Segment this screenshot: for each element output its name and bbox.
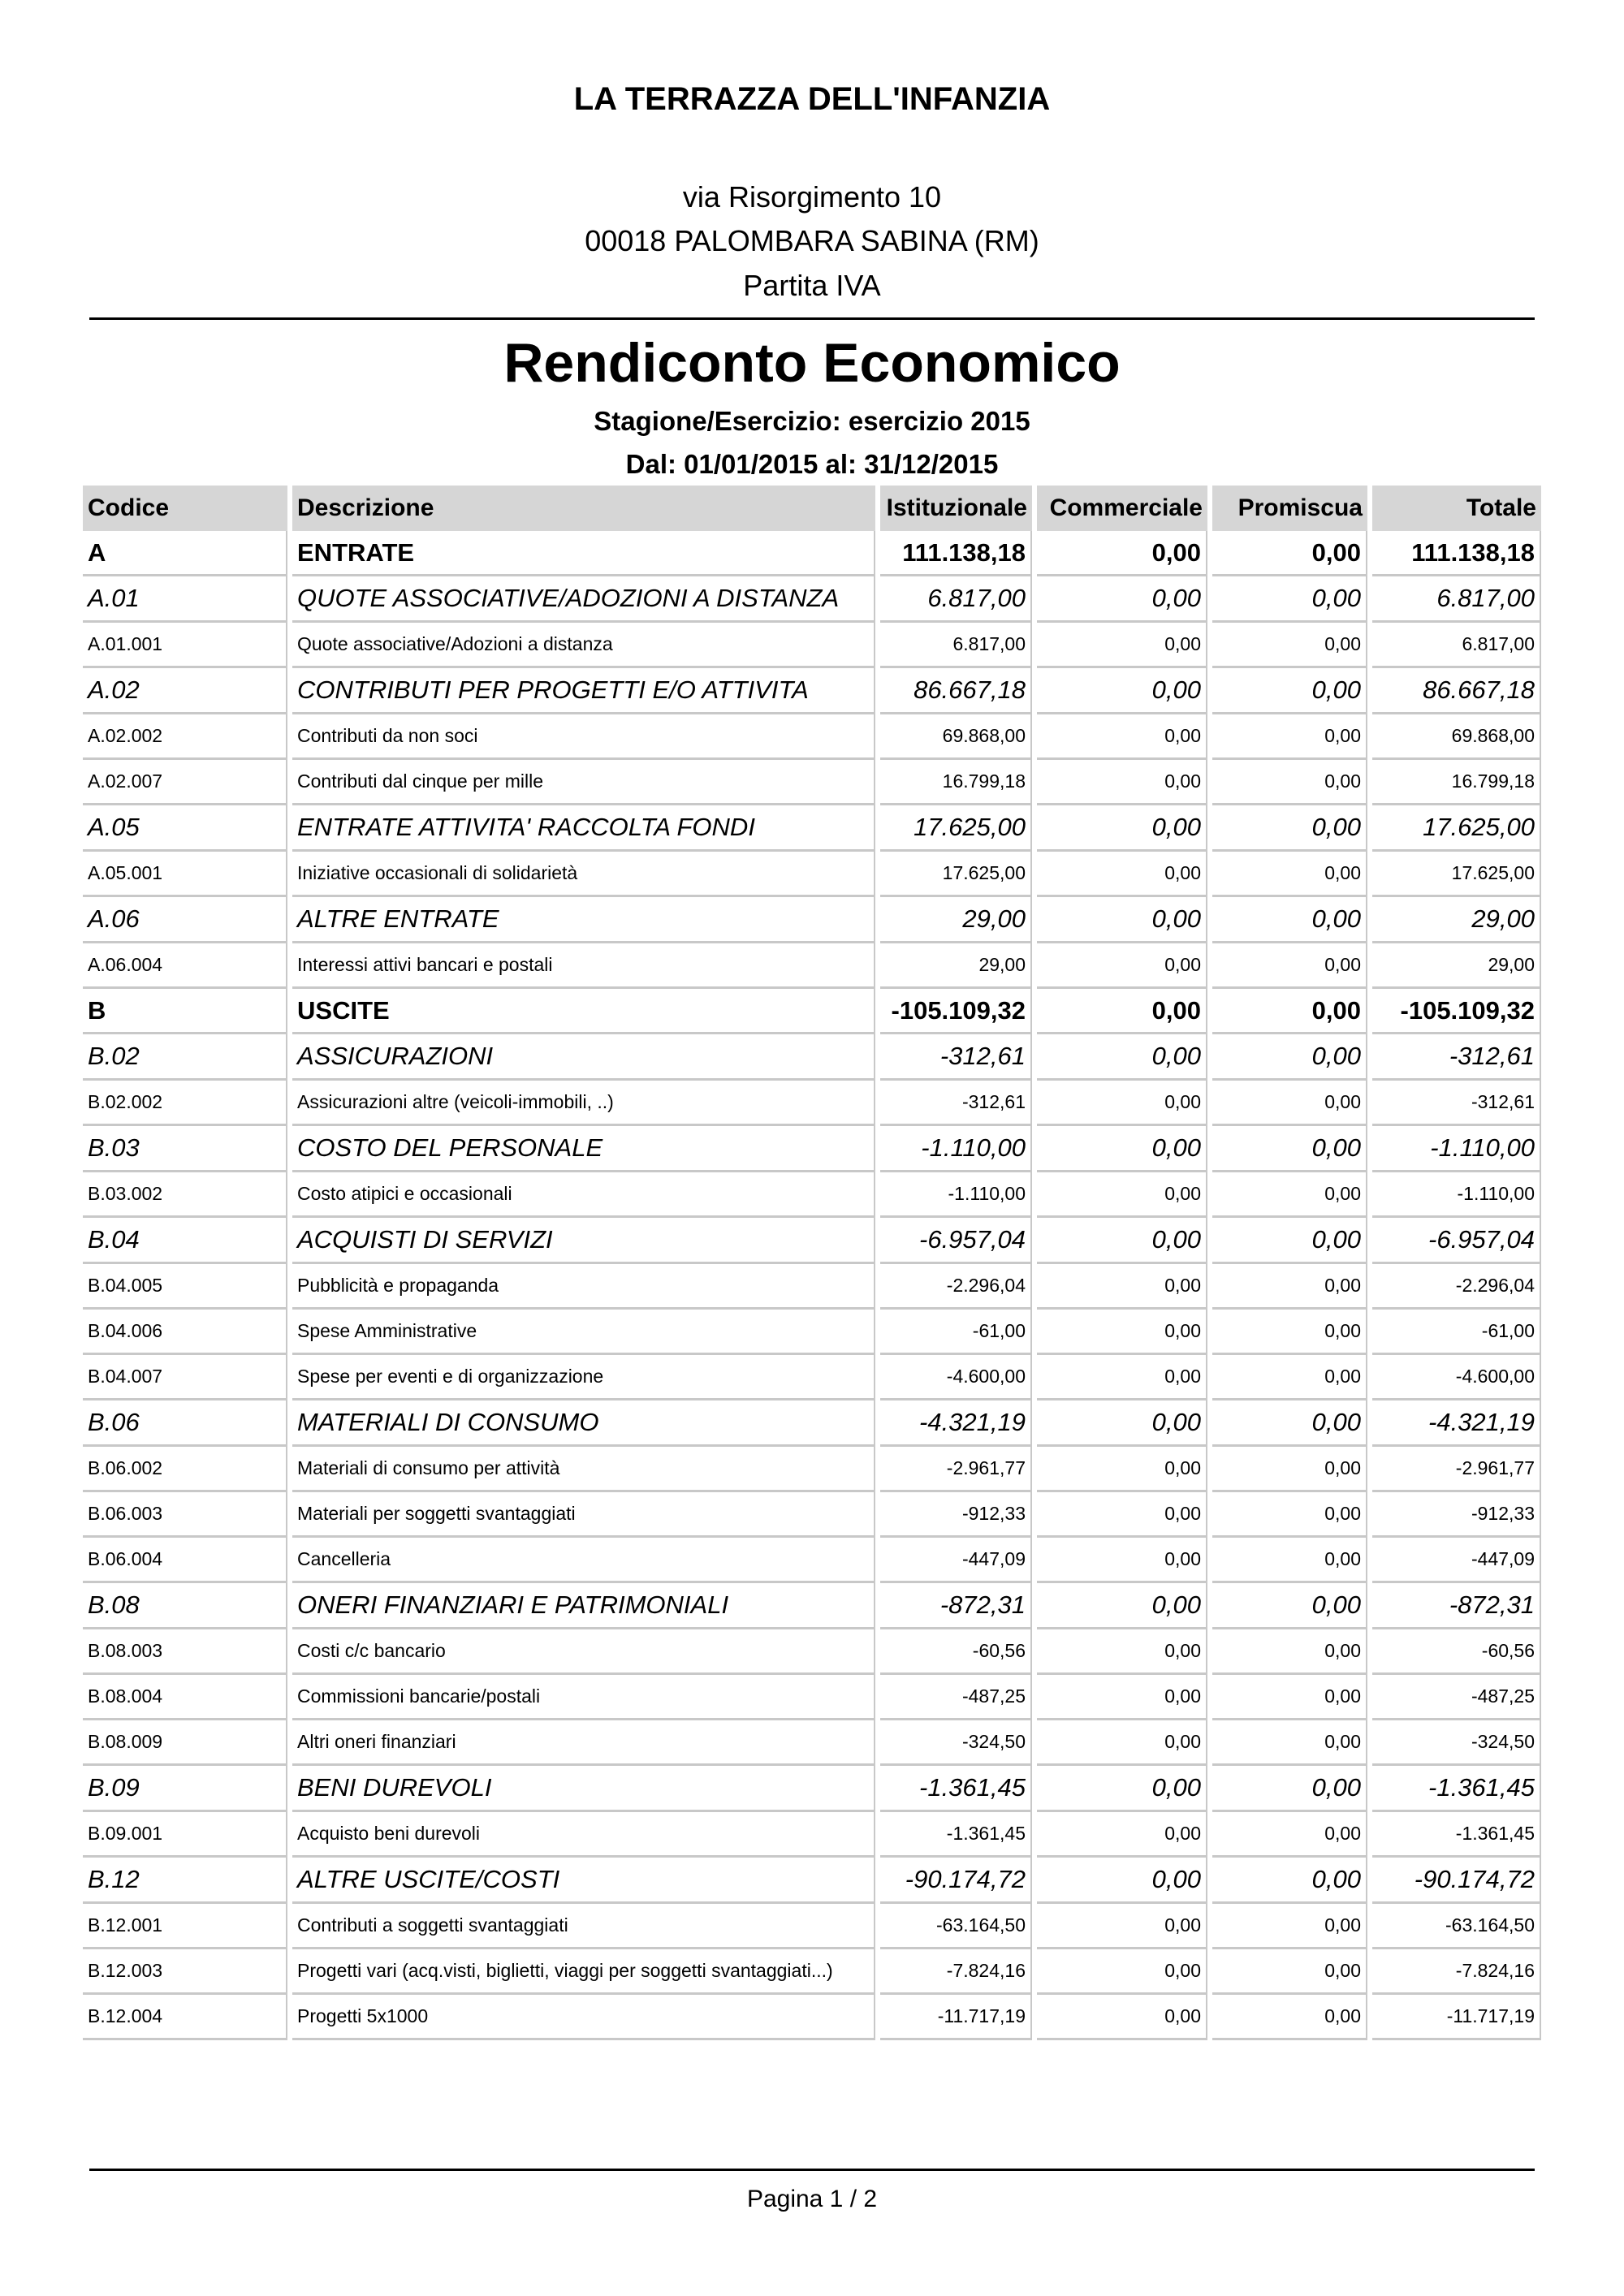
row-istituzionale: 6.817,00 bbox=[880, 576, 1032, 623]
table-row bbox=[83, 1400, 1541, 1447]
row-istituzionale: 29,00 bbox=[880, 897, 1032, 943]
row-description: Spese Amministrative bbox=[292, 1310, 875, 1355]
table-row bbox=[83, 623, 1541, 668]
row-description: Cancelleria bbox=[292, 1538, 875, 1583]
row-code: B.08.003 bbox=[83, 1629, 287, 1675]
row-totale: -7.824,16 bbox=[1372, 1949, 1541, 1995]
row-totale: -487,25 bbox=[1372, 1675, 1541, 1720]
row-code: B.02.002 bbox=[83, 1081, 287, 1126]
row-totale: 111.138,18 bbox=[1372, 531, 1541, 576]
vat-label: Partita IVA bbox=[743, 269, 881, 302]
table-row bbox=[83, 1492, 1541, 1538]
table-row bbox=[83, 1904, 1541, 1949]
row-commerciale: 0,00 bbox=[1037, 1310, 1207, 1355]
row-totale: -312,61 bbox=[1372, 1034, 1541, 1081]
row-promiscua: 0,00 bbox=[1212, 1629, 1367, 1675]
row-promiscua: 0,00 bbox=[1212, 1904, 1367, 1949]
row-totale: 6.817,00 bbox=[1372, 576, 1541, 623]
row-code: B.12 bbox=[83, 1858, 287, 1904]
row-code: A.01.001 bbox=[83, 623, 287, 668]
table-row bbox=[83, 989, 1541, 1034]
table-row bbox=[83, 1355, 1541, 1400]
row-totale: 86.667,18 bbox=[1372, 668, 1541, 714]
row-istituzionale: -2.961,77 bbox=[880, 1447, 1032, 1492]
row-description: Costo atipici e occasionali bbox=[292, 1172, 875, 1218]
row-commerciale: 0,00 bbox=[1037, 760, 1207, 805]
row-commerciale: 0,00 bbox=[1037, 1355, 1207, 1400]
row-promiscua: 0,00 bbox=[1212, 1126, 1367, 1172]
row-commerciale: 0,00 bbox=[1037, 1583, 1207, 1629]
page-number: Pagina 1 / 2 bbox=[746, 2186, 878, 2212]
row-istituzionale: -487,25 bbox=[880, 1675, 1032, 1720]
row-promiscua: 0,00 bbox=[1212, 1081, 1367, 1126]
table-row bbox=[83, 1447, 1541, 1492]
row-promiscua: 0,00 bbox=[1212, 1264, 1367, 1310]
row-code: B.09.001 bbox=[83, 1812, 287, 1858]
row-code: B bbox=[83, 989, 287, 1034]
table-row bbox=[83, 1126, 1541, 1172]
row-istituzionale: 69.868,00 bbox=[880, 714, 1032, 760]
table-row bbox=[83, 531, 1541, 576]
row-code: B.12.003 bbox=[83, 1949, 287, 1995]
row-istituzionale: -447,09 bbox=[880, 1538, 1032, 1583]
row-commerciale: 0,00 bbox=[1037, 576, 1207, 623]
row-commerciale: 0,00 bbox=[1037, 1264, 1207, 1310]
row-istituzionale: -11.717,19 bbox=[880, 1995, 1032, 2040]
header-divider bbox=[89, 317, 1535, 320]
row-description: Commissioni bancarie/postali bbox=[292, 1675, 875, 1720]
row-description: Assicurazioni altre (veicoli-immobili, ..) bbox=[292, 1081, 875, 1126]
row-commerciale: 0,00 bbox=[1037, 1995, 1207, 2040]
row-istituzionale: 6.817,00 bbox=[880, 623, 1032, 668]
table-row bbox=[83, 1812, 1541, 1858]
row-commerciale: 0,00 bbox=[1037, 1034, 1207, 1081]
row-istituzionale: 111.138,18 bbox=[880, 531, 1032, 576]
row-description: ENTRATE bbox=[292, 531, 875, 576]
row-description: Spese per eventi e di organizzazione bbox=[292, 1355, 875, 1400]
row-istituzionale: -6.957,04 bbox=[880, 1218, 1032, 1264]
row-commerciale: 0,00 bbox=[1037, 531, 1207, 576]
row-code: B.09 bbox=[83, 1766, 287, 1812]
row-description: ALTRE USCITE/COSTI bbox=[292, 1858, 875, 1904]
row-description: Progetti 5x1000 bbox=[292, 1995, 875, 2040]
report-season: Stagione/Esercizio: esercizio 2015 bbox=[594, 406, 1030, 436]
row-code: B.08.009 bbox=[83, 1720, 287, 1766]
address-street: via Risorgimento 10 bbox=[682, 180, 942, 214]
row-code: B.06.002 bbox=[83, 1447, 287, 1492]
row-promiscua: 0,00 bbox=[1212, 1492, 1367, 1538]
table-row bbox=[83, 1310, 1541, 1355]
table-row bbox=[83, 1583, 1541, 1629]
row-commerciale: 0,00 bbox=[1037, 714, 1207, 760]
row-code: B.04.007 bbox=[83, 1355, 287, 1400]
row-description: ALTRE ENTRATE bbox=[292, 897, 875, 943]
row-istituzionale: -1.361,45 bbox=[880, 1766, 1032, 1812]
col-header-istituzionale: Istituzionale bbox=[880, 486, 1032, 531]
row-totale: -447,09 bbox=[1372, 1538, 1541, 1583]
row-description: Materiali di consumo per attività bbox=[292, 1447, 875, 1492]
row-description: QUOTE ASSOCIATIVE/ADOZIONI A DISTANZA bbox=[292, 576, 875, 623]
row-promiscua: 0,00 bbox=[1212, 1172, 1367, 1218]
table-row bbox=[83, 576, 1541, 623]
row-description: Pubblicità e propaganda bbox=[292, 1264, 875, 1310]
row-description: Iniziative occasionali di solidarietà bbox=[292, 852, 875, 897]
row-istituzionale: -1.361,45 bbox=[880, 1812, 1032, 1858]
row-istituzionale: -4.321,19 bbox=[880, 1400, 1032, 1447]
row-promiscua: 0,00 bbox=[1212, 1400, 1367, 1447]
row-totale: -324,50 bbox=[1372, 1720, 1541, 1766]
row-totale: 16.799,18 bbox=[1372, 760, 1541, 805]
row-description: BENI DUREVOLI bbox=[292, 1766, 875, 1812]
report-period: Dal: 01/01/2015 al: 31/12/2015 bbox=[625, 449, 999, 479]
row-istituzionale: -63.164,50 bbox=[880, 1904, 1032, 1949]
row-totale: -1.361,45 bbox=[1372, 1766, 1541, 1812]
row-code: A.02.002 bbox=[83, 714, 287, 760]
organization-name: LA TERRAZZA DELL'INFANZIA bbox=[573, 81, 1051, 117]
table-row bbox=[83, 1172, 1541, 1218]
row-totale: -312,61 bbox=[1372, 1081, 1541, 1126]
row-code: B.12.001 bbox=[83, 1904, 287, 1949]
row-description: ONERI FINANZIARI E PATRIMONIALI bbox=[292, 1583, 875, 1629]
row-commerciale: 0,00 bbox=[1037, 1172, 1207, 1218]
row-istituzionale: -7.824,16 bbox=[880, 1949, 1032, 1995]
row-totale: -60,56 bbox=[1372, 1629, 1541, 1675]
row-totale: -90.174,72 bbox=[1372, 1858, 1541, 1904]
row-promiscua: 0,00 bbox=[1212, 1538, 1367, 1583]
table-row bbox=[83, 1949, 1541, 1995]
row-istituzionale: -61,00 bbox=[880, 1310, 1032, 1355]
row-code: B.06.003 bbox=[83, 1492, 287, 1538]
row-commerciale: 0,00 bbox=[1037, 1858, 1207, 1904]
row-istituzionale: -1.110,00 bbox=[880, 1172, 1032, 1218]
row-commerciale: 0,00 bbox=[1037, 989, 1207, 1034]
row-code: A.06.004 bbox=[83, 943, 287, 989]
table-row bbox=[83, 668, 1541, 714]
row-promiscua: 0,00 bbox=[1212, 531, 1367, 576]
row-totale: -11.717,19 bbox=[1372, 1995, 1541, 2040]
row-commerciale: 0,00 bbox=[1037, 1766, 1207, 1812]
table-row bbox=[83, 1218, 1541, 1264]
row-totale: 17.625,00 bbox=[1372, 852, 1541, 897]
footer-divider bbox=[89, 2169, 1535, 2171]
table-row bbox=[83, 1081, 1541, 1126]
table-row bbox=[83, 1034, 1541, 1081]
row-istituzionale: 86.667,18 bbox=[880, 668, 1032, 714]
table-row bbox=[83, 1766, 1541, 1812]
table-row bbox=[83, 1995, 1541, 2040]
row-promiscua: 0,00 bbox=[1212, 668, 1367, 714]
row-totale: -6.957,04 bbox=[1372, 1218, 1541, 1264]
row-totale: -63.164,50 bbox=[1372, 1904, 1541, 1949]
row-code: B.08.004 bbox=[83, 1675, 287, 1720]
row-description: Materiali per soggetti svantaggiati bbox=[292, 1492, 875, 1538]
row-istituzionale: 29,00 bbox=[880, 943, 1032, 989]
row-code: B.02 bbox=[83, 1034, 287, 1081]
table-row bbox=[83, 1538, 1541, 1583]
row-commerciale: 0,00 bbox=[1037, 1447, 1207, 1492]
table-row bbox=[83, 1858, 1541, 1904]
row-commerciale: 0,00 bbox=[1037, 1629, 1207, 1675]
row-commerciale: 0,00 bbox=[1037, 1812, 1207, 1858]
row-description: Acquisto beni durevoli bbox=[292, 1812, 875, 1858]
row-description: Quote associative/Adozioni a distanza bbox=[292, 623, 875, 668]
row-promiscua: 0,00 bbox=[1212, 1720, 1367, 1766]
row-totale: 69.868,00 bbox=[1372, 714, 1541, 760]
row-istituzionale: -4.600,00 bbox=[880, 1355, 1032, 1400]
row-totale: 6.817,00 bbox=[1372, 623, 1541, 668]
row-code: A.02.007 bbox=[83, 760, 287, 805]
row-code: B.06.004 bbox=[83, 1538, 287, 1583]
row-istituzionale: 17.625,00 bbox=[880, 852, 1032, 897]
row-description: ACQUISTI DI SERVIZI bbox=[292, 1218, 875, 1264]
row-totale: -1.361,45 bbox=[1372, 1812, 1541, 1858]
row-code: A.02 bbox=[83, 668, 287, 714]
table-row bbox=[83, 1629, 1541, 1675]
row-istituzionale: -912,33 bbox=[880, 1492, 1032, 1538]
row-commerciale: 0,00 bbox=[1037, 1126, 1207, 1172]
row-code: A.05 bbox=[83, 805, 287, 852]
row-code: B.04.006 bbox=[83, 1310, 287, 1355]
table-row bbox=[83, 805, 1541, 852]
row-code: A.05.001 bbox=[83, 852, 287, 897]
row-promiscua: 0,00 bbox=[1212, 714, 1367, 760]
row-code: A.01 bbox=[83, 576, 287, 623]
col-header-code: Codice bbox=[83, 486, 287, 531]
row-commerciale: 0,00 bbox=[1037, 897, 1207, 943]
row-totale: -4.321,19 bbox=[1372, 1400, 1541, 1447]
col-header-promiscua: Promiscua bbox=[1212, 486, 1367, 531]
row-description: ENTRATE ATTIVITA' RACCOLTA FONDI bbox=[292, 805, 875, 852]
table-row bbox=[83, 852, 1541, 897]
row-description: ASSICURAZIONI bbox=[292, 1034, 875, 1081]
col-header-description: Descrizione bbox=[292, 486, 875, 531]
row-totale: 17.625,00 bbox=[1372, 805, 1541, 852]
row-promiscua: 0,00 bbox=[1212, 1858, 1367, 1904]
row-istituzionale: -105.109,32 bbox=[880, 989, 1032, 1034]
col-header-totale: Totale bbox=[1372, 486, 1541, 531]
row-promiscua: 0,00 bbox=[1212, 943, 1367, 989]
row-promiscua: 0,00 bbox=[1212, 1034, 1367, 1081]
row-code: B.12.004 bbox=[83, 1995, 287, 2040]
row-commerciale: 0,00 bbox=[1037, 1218, 1207, 1264]
report-title: Rendiconto Economico bbox=[503, 332, 1121, 394]
row-code: B.04 bbox=[83, 1218, 287, 1264]
table-row bbox=[83, 1264, 1541, 1310]
address-city: 00018 PALOMBARA SABINA (RM) bbox=[585, 224, 1039, 257]
table-row bbox=[83, 714, 1541, 760]
table-header-row bbox=[83, 486, 1541, 531]
row-istituzionale: -324,50 bbox=[880, 1720, 1032, 1766]
row-promiscua: 0,00 bbox=[1212, 1447, 1367, 1492]
row-commerciale: 0,00 bbox=[1037, 1949, 1207, 1995]
row-commerciale: 0,00 bbox=[1037, 943, 1207, 989]
row-totale: -872,31 bbox=[1372, 1583, 1541, 1629]
row-promiscua: 0,00 bbox=[1212, 989, 1367, 1034]
row-promiscua: 0,00 bbox=[1212, 1310, 1367, 1355]
row-promiscua: 0,00 bbox=[1212, 805, 1367, 852]
row-promiscua: 0,00 bbox=[1212, 897, 1367, 943]
row-totale: -61,00 bbox=[1372, 1310, 1541, 1355]
row-commerciale: 0,00 bbox=[1037, 623, 1207, 668]
row-totale: 29,00 bbox=[1372, 943, 1541, 989]
row-description: MATERIALI DI CONSUMO bbox=[292, 1400, 875, 1447]
row-commerciale: 0,00 bbox=[1037, 1400, 1207, 1447]
row-istituzionale: -1.110,00 bbox=[880, 1126, 1032, 1172]
row-promiscua: 0,00 bbox=[1212, 1583, 1367, 1629]
row-promiscua: 0,00 bbox=[1212, 576, 1367, 623]
row-totale: -912,33 bbox=[1372, 1492, 1541, 1538]
row-code: B.06 bbox=[83, 1400, 287, 1447]
ledger-table bbox=[78, 486, 1546, 2040]
row-description: Contributi da non soci bbox=[292, 714, 875, 760]
row-commerciale: 0,00 bbox=[1037, 668, 1207, 714]
row-promiscua: 0,00 bbox=[1212, 1355, 1367, 1400]
row-code: B.03 bbox=[83, 1126, 287, 1172]
row-commerciale: 0,00 bbox=[1037, 1720, 1207, 1766]
row-istituzionale: -90.174,72 bbox=[880, 1858, 1032, 1904]
row-code: A bbox=[83, 531, 287, 576]
row-istituzionale: -60,56 bbox=[880, 1629, 1032, 1675]
row-promiscua: 0,00 bbox=[1212, 852, 1367, 897]
row-istituzionale: 16.799,18 bbox=[880, 760, 1032, 805]
row-commerciale: 0,00 bbox=[1037, 1492, 1207, 1538]
row-commerciale: 0,00 bbox=[1037, 1675, 1207, 1720]
row-promiscua: 0,00 bbox=[1212, 623, 1367, 668]
row-code: B.04.005 bbox=[83, 1264, 287, 1310]
row-commerciale: 0,00 bbox=[1037, 852, 1207, 897]
row-description: Costi c/c bancario bbox=[292, 1629, 875, 1675]
row-istituzionale: -2.296,04 bbox=[880, 1264, 1032, 1310]
row-commerciale: 0,00 bbox=[1037, 1081, 1207, 1126]
row-promiscua: 0,00 bbox=[1212, 1812, 1367, 1858]
table-row bbox=[83, 897, 1541, 943]
row-promiscua: 0,00 bbox=[1212, 1675, 1367, 1720]
row-totale: -2.296,04 bbox=[1372, 1264, 1541, 1310]
row-commerciale: 0,00 bbox=[1037, 1904, 1207, 1949]
row-description: CONTRIBUTI PER PROGETTI E/O ATTIVITA bbox=[292, 668, 875, 714]
row-description: Altri oneri finanziari bbox=[292, 1720, 875, 1766]
row-istituzionale: 17.625,00 bbox=[880, 805, 1032, 852]
row-istituzionale: -312,61 bbox=[880, 1034, 1032, 1081]
row-totale: -1.110,00 bbox=[1372, 1172, 1541, 1218]
ledger-body bbox=[83, 531, 1541, 2040]
row-description: Contributi dal cinque per mille bbox=[292, 760, 875, 805]
row-promiscua: 0,00 bbox=[1212, 760, 1367, 805]
row-commerciale: 0,00 bbox=[1037, 1538, 1207, 1583]
table-row bbox=[83, 1675, 1541, 1720]
row-commerciale: 0,00 bbox=[1037, 805, 1207, 852]
row-description: USCITE bbox=[292, 989, 875, 1034]
row-promiscua: 0,00 bbox=[1212, 1218, 1367, 1264]
table-row bbox=[83, 1720, 1541, 1766]
row-totale: -105.109,32 bbox=[1372, 989, 1541, 1034]
row-code: B.03.002 bbox=[83, 1172, 287, 1218]
row-promiscua: 0,00 bbox=[1212, 1949, 1367, 1995]
col-header-commerciale: Commerciale bbox=[1037, 486, 1207, 531]
row-totale: -1.110,00 bbox=[1372, 1126, 1541, 1172]
row-description: Interessi attivi bancari e postali bbox=[292, 943, 875, 989]
row-istituzionale: -312,61 bbox=[880, 1081, 1032, 1126]
row-istituzionale: -872,31 bbox=[880, 1583, 1032, 1629]
row-description: COSTO DEL PERSONALE bbox=[292, 1126, 875, 1172]
row-description: Progetti vari (acq.visti, biglietti, viaggi per soggetti svantaggiati...) bbox=[292, 1949, 875, 1995]
row-promiscua: 0,00 bbox=[1212, 1766, 1367, 1812]
row-totale: 29,00 bbox=[1372, 897, 1541, 943]
table-row bbox=[83, 943, 1541, 989]
row-totale: -4.600,00 bbox=[1372, 1355, 1541, 1400]
row-promiscua: 0,00 bbox=[1212, 1995, 1367, 2040]
row-description: Contributi a soggetti svantaggiati bbox=[292, 1904, 875, 1949]
row-code: A.06 bbox=[83, 897, 287, 943]
row-code: B.08 bbox=[83, 1583, 287, 1629]
row-totale: -2.961,77 bbox=[1372, 1447, 1541, 1492]
table-row bbox=[83, 760, 1541, 805]
